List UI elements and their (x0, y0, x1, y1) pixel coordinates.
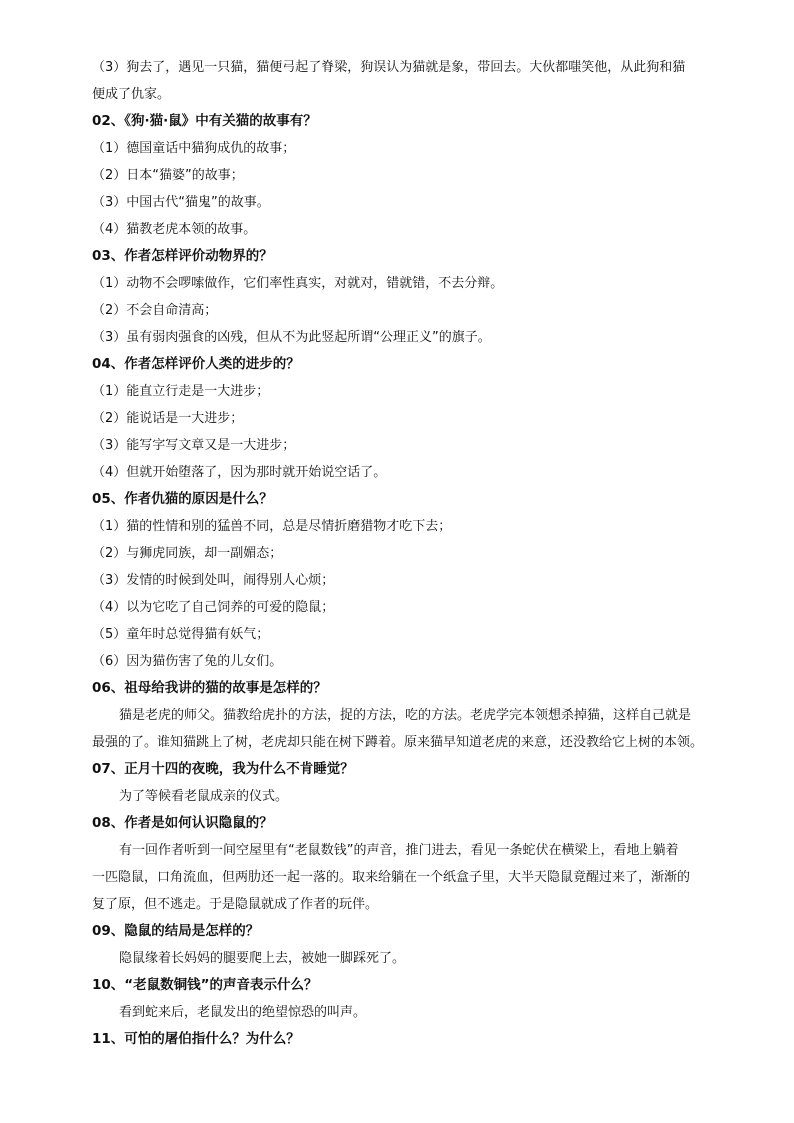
question-10: 10、“老鼠数铜钱”的声音表示什么？ (92, 977, 318, 993)
question-03: 03、作者怎样评价动物界的？ (92, 248, 273, 264)
answer-item: （3）虽有弱肉强食的凶残，但从不为此竖起所谓“公理正义”的旗子。 (92, 330, 491, 345)
answer-item: （4）以为它吃了自己饲养的可爱的隐鼠； (92, 600, 335, 615)
answer-item: （1）动物不会啰嗦做作，它们率性真实，对就对，错就错，不去分辩。 (92, 276, 504, 291)
paragraph-line: 隐鼠缘着长妈妈的腿要爬上去，被她一脚踩死了。 (119, 951, 406, 966)
question-08: 08、作者是如何认识隐鼠的？ (92, 815, 273, 831)
intro-line-2: 便成了仇家。 (92, 87, 171, 102)
paragraph-line: 复了原，但不逃走。于是隐鼠就成了作者的玩伴。 (92, 897, 379, 912)
answer-item: （2）能说话是一大进步； (92, 411, 244, 426)
answer-item: （4）猫教老虎本领的故事。 (92, 222, 257, 237)
answer-item: （2）不会自命清高； (92, 303, 218, 318)
answer-item: （3）中国古代“猫鬼”的故事。 (92, 195, 270, 210)
paragraph-line: 为了等候看老鼠成亲的仪式。 (119, 789, 289, 804)
paragraph-line: 猫是老虎的师父。猫教给虎扑的方法，捉的方法，吃的方法。老虎学完本领想杀掉猫，这样自己就是 (119, 708, 692, 723)
answer-item: （1）猫的性情和别的猛兽不同，总是尽情折磨猎物才吃下去； (92, 519, 452, 534)
answer-item: （1）能直立行走是一大进步； (92, 384, 270, 399)
answer-item: （1）德国童话中猫狗成仇的故事； (92, 141, 296, 156)
question-04: 04、作者怎样评价人类的进步的？ (92, 356, 300, 372)
question-02: 02、《狗·猫·鼠》中有关猫的故事有？ (92, 113, 317, 129)
paragraph-line: 有一回作者听到一间空屋里有“老鼠数钱”的声音，推门进去，看见一条蛇伏在横梁上，看地上躺着 (119, 843, 679, 858)
question-06: 06、祖母给我讲的猫的故事是怎样的？ (92, 680, 327, 696)
paragraph-line: 看到蛇来后，老鼠发出的绝望惊恐的叫声。 (119, 1005, 367, 1020)
answer-item: （2）与狮虎同族，却一副媚态； (92, 546, 283, 561)
question-09: 09、隐鼠的结局是怎样的？ (92, 923, 260, 939)
paragraph-line: 一匹隐鼠，口角流血，但两肋还一起一落的。取来给躺在一个纸盒子里，大半天隐鼠竟醒过来了，渐渐的 (92, 870, 691, 885)
answer-item: （3）发情的时候到处叫，闹得别人心烦； (92, 573, 335, 588)
intro-line-1: （3）狗去了，遇见一只猫，猫便弓起了脊梁，狗误认为猫就是象，带回去。大伙都嗤笑他，从此狗和猫 (92, 60, 686, 75)
answer-item: （2）日本“猫婆”的故事； (92, 168, 244, 183)
question-11: 11、可怕的屠伯指什么？为什么？ (92, 1031, 300, 1047)
paragraph-line: 最强的了。谁知猫跳上了树，老虎却只能在树下蹲着。原来猫早知道老虎的来意，还没教给它上树的本领。 (92, 735, 704, 750)
question-05: 05、作者仇猫的原因是什么？ (92, 491, 273, 507)
document-body (92, 54, 772, 1053)
answer-item: （3）能写字写文章又是一大进步； (92, 438, 296, 453)
answer-item: （4）但就开始堕落了，因为那时就开始说空话了。 (92, 465, 387, 480)
answer-item: （6）因为猫伤害了兔的儿女们。 (92, 654, 283, 669)
question-07: 07、正月十四的夜晚，我为什么不肯睡觉？ (92, 761, 354, 777)
answer-item: （5）童年时总觉得猫有妖气； (92, 627, 270, 642)
